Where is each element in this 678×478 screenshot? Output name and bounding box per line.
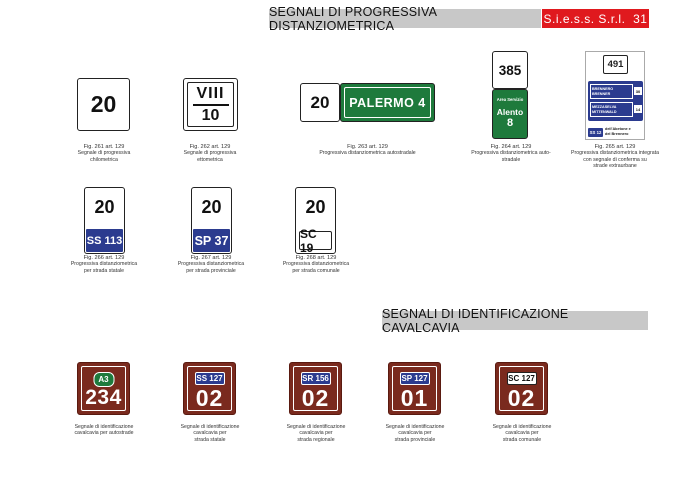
caption-fig-263: Fig. 263 art. 129 Progressiva distanziometrica autostradale	[319, 144, 416, 157]
sign-266-road: SS 113	[86, 229, 123, 252]
cavalcavia-tag-a3: A3	[93, 372, 114, 387]
sign-265-road: SS 12	[589, 130, 602, 135]
sign-fig-264-number: 385	[492, 51, 528, 89]
sign-268-number: 20	[305, 197, 326, 217]
sign-fig-266	[84, 187, 125, 254]
caption-fig-266: Fig. 266 art. 129 Progressiva distanziometrica per strada statale	[70, 255, 138, 274]
sign-267-number: 20	[201, 197, 222, 217]
sign-266-number: 20	[94, 197, 115, 217]
cavalcavia-number-provinciale: 01	[400, 385, 429, 411]
caption-fig-264: Fig. 264 art. 129 Progressiva distanziometrica auto- stradale	[471, 144, 551, 163]
cavalcavia-sign-provinciale	[388, 362, 441, 415]
cavalcavia-number-234: 234	[85, 386, 122, 409]
caption-fig-267: Fig. 267 art. 129 Progressiva distanziometrica per strada provinciale	[177, 255, 245, 274]
sign-fig-268	[295, 187, 336, 254]
caption-cavalcavia-provinciale: Segnale di identificazione cavalcavia per strada provinciale	[385, 424, 445, 443]
sign-265-row1c: 30	[635, 88, 641, 94]
sign-fig-261: 20	[77, 78, 130, 131]
sign-264-area-label: Area Servizio	[496, 97, 524, 102]
page-number: 31	[633, 11, 648, 26]
sign-265-row2b: MITTENWALD	[592, 109, 617, 114]
cavalcavia-sign-regionale	[289, 362, 342, 415]
caption-cavalcavia-autostrade: Segnale di identificazione cavalcavia per autostrade	[74, 424, 134, 437]
sign-fig-263-destination	[340, 83, 435, 122]
sign-267-road: SP 37	[193, 229, 230, 252]
cavalcavia-sign-autostrade	[77, 362, 130, 415]
sign-fig-265	[585, 51, 645, 140]
caption-fig-261: Fig. 261 art. 129 Segnale di progressiva chilometrica	[77, 144, 131, 163]
cavalcavia-number-statale: 02	[195, 385, 224, 411]
sign-265-foot2: del Brennero	[605, 131, 629, 136]
cavalcavia-number-comunale: 02	[507, 385, 536, 411]
caption-fig-262: Fig. 262 art. 129 Segnale di progressiva ettometrica	[183, 144, 237, 163]
sign-264-km: 8	[506, 117, 514, 129]
cavalcavia-sign-statale	[183, 362, 236, 415]
sign-265-foot	[605, 127, 631, 136]
sign-fig-263-number: 20	[300, 83, 340, 122]
section-title-progressiva: SEGNALI DI PROGRESSIVA DISTANZIOMETRICA	[269, 9, 541, 28]
section-title-cavalcavia: SEGNALI DI IDENTIFICAZIONE CAVALCAVIA	[382, 311, 648, 330]
sign-265-row1b: BRENNER	[592, 91, 611, 96]
cavalcavia-tag-ss127: SS 127	[196, 374, 223, 383]
cavalcavia-tag-sc127: SC 127	[508, 374, 535, 383]
cavalcavia-number-regionale: 02	[301, 385, 330, 411]
brand-name: S.i.e.s.s. S.r.l.	[543, 11, 626, 26]
sign-265-panel	[588, 81, 643, 121]
sign-264-name: Alento	[496, 107, 524, 117]
sign-263-place: PALERMO 4	[349, 95, 426, 110]
cavalcavia-tag-sp127: SP 127	[401, 374, 428, 383]
caption-cavalcavia-statale: Segnale di identificazione cavalcavia per strada statale	[180, 424, 240, 443]
sign-262-top: VIII	[196, 84, 225, 102]
brand-page-box	[542, 9, 649, 28]
sign-fig-267	[191, 187, 232, 254]
sign-fig-262	[183, 78, 238, 131]
sign-fig-264-area	[492, 89, 528, 139]
caption-cavalcavia-comunale: Segnale di identificazione cavalcavia per strada comunale	[492, 424, 552, 443]
cavalcavia-sign-comunale	[495, 362, 548, 415]
sign-268-road: SC 19	[299, 231, 332, 250]
caption-cavalcavia-regionale: Segnale di identificazione cavalcavia per strada regionale	[286, 424, 346, 443]
sign-262-bottom: 10	[201, 106, 220, 124]
caption-fig-268: Fig. 268 art. 129 Progressiva distanziometrica per strada comunale	[282, 255, 350, 274]
sign-265-number: 491	[603, 55, 628, 74]
sign-265-row1a: BRENNERO	[592, 87, 614, 91]
sign-265-row2a: MEZZASELVA	[592, 105, 617, 109]
caption-fig-265: Fig. 265 art. 129 Progressiva distanziometrica integrata con segnale di conferma su strade extraurbane	[571, 144, 659, 169]
cavalcavia-tag-sr156: SR 156	[302, 374, 329, 383]
sign-265-foot1: dell'Abetone e	[605, 127, 631, 131]
sign-265-row2c: 14	[635, 106, 641, 112]
